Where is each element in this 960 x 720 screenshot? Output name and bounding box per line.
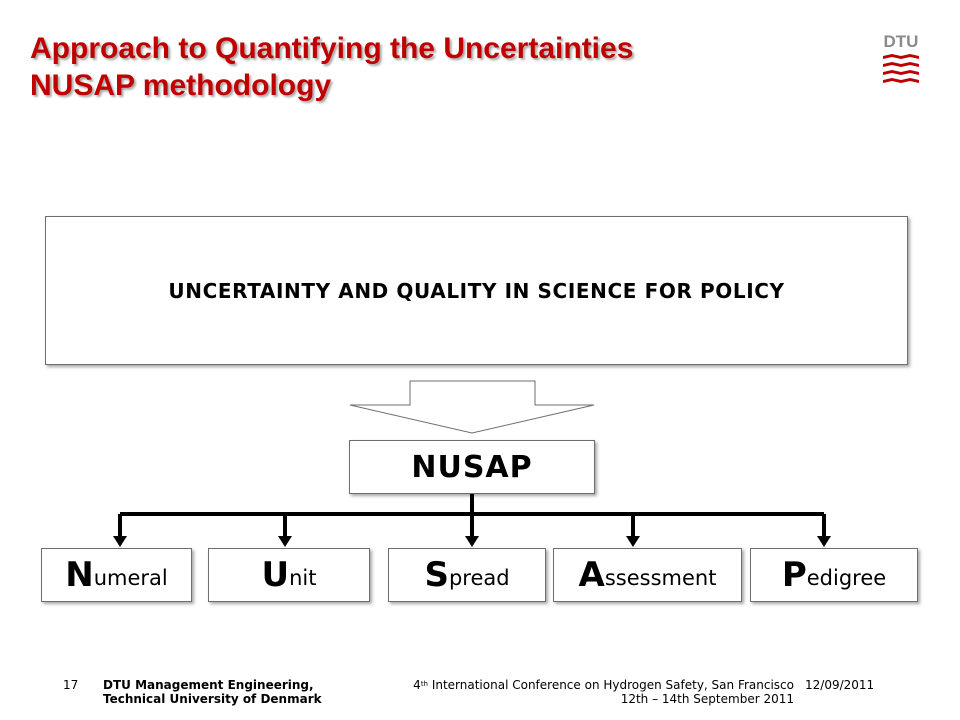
down-arrow-shape bbox=[350, 381, 594, 433]
footer-conf-line-2: 12th – 14th September 2011 bbox=[620, 692, 794, 706]
nusap-label: NUSAP bbox=[411, 449, 533, 485]
pedigree-box bbox=[750, 548, 918, 602]
tree-arrowheads bbox=[113, 536, 831, 547]
footer-org-line-2: Technical University of Denmark bbox=[103, 692, 322, 706]
title-line-1: Approach to Quantifying the Uncertainties bbox=[30, 32, 634, 65]
conf-name: International Conference on Hydrogen Safety, San Francisco bbox=[428, 678, 794, 692]
arrowhead-numeral bbox=[113, 536, 127, 547]
tree-connector-lines bbox=[120, 494, 824, 538]
footer-date: 12/09/2011 bbox=[805, 678, 875, 692]
numeral-rest: umeral bbox=[93, 566, 168, 590]
footer-conf-line-1 bbox=[380, 678, 794, 692]
assessment-rest: ssessment bbox=[604, 566, 717, 590]
arrowhead-pedigree bbox=[817, 536, 831, 547]
spread-box bbox=[388, 548, 546, 602]
assessment-box bbox=[553, 548, 742, 602]
uncertainty-quality-label: UNCERTAINTY AND QUALITY IN SCIENCE FOR POLICY bbox=[168, 278, 785, 303]
numeral-box bbox=[41, 548, 192, 602]
numeral-initial: N bbox=[65, 555, 94, 595]
assessment-initial: A bbox=[578, 555, 605, 595]
nusap-box bbox=[349, 440, 595, 494]
unit-box bbox=[208, 548, 370, 602]
arrowhead-unit bbox=[278, 536, 292, 547]
arrowhead-assessment bbox=[626, 536, 640, 547]
conf-ordinal: 4 bbox=[413, 678, 421, 692]
title-line-2: NUSAP methodology bbox=[30, 69, 332, 102]
page-number: 17 bbox=[63, 678, 79, 692]
spread-initial: S bbox=[424, 555, 449, 595]
footer-organization bbox=[103, 678, 322, 706]
unit-rest: nit bbox=[289, 566, 317, 590]
footer-conference bbox=[380, 678, 794, 706]
footer-org-line-1: DTU Management Engineering, bbox=[103, 678, 314, 692]
dtu-logo-text: DTU bbox=[883, 32, 919, 51]
spread-rest: pread bbox=[448, 566, 510, 590]
pedigree-rest: edigree bbox=[806, 566, 887, 590]
pedigree-initial: P bbox=[781, 555, 807, 595]
conf-ordinal-suffix: th bbox=[420, 680, 428, 688]
unit-initial: U bbox=[261, 555, 290, 595]
arrowhead-spread bbox=[465, 536, 479, 547]
